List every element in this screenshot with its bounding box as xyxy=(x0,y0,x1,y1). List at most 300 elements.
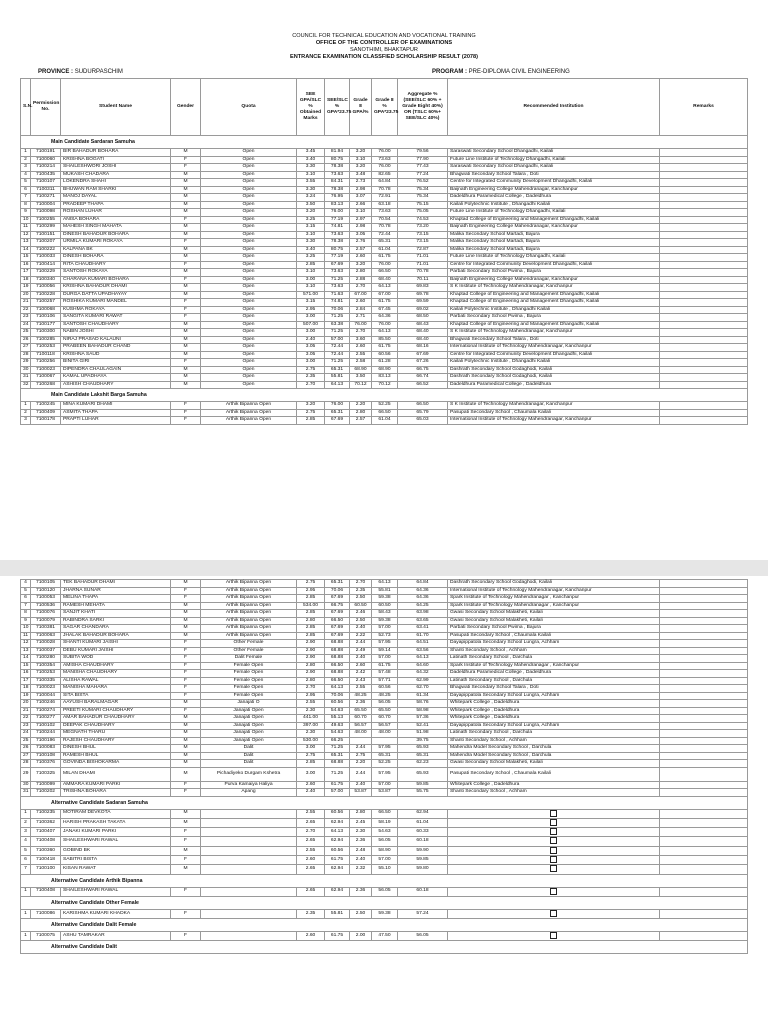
cell-sn: 22 xyxy=(21,715,31,723)
cell-remarks xyxy=(660,745,748,753)
cell-quota xyxy=(201,932,297,941)
cell-remarks xyxy=(660,789,748,797)
cell-grade8-score: 57.00 xyxy=(372,655,398,663)
cell-see-gpa: 3.00 xyxy=(297,359,325,367)
cell-see-score: 71.25 xyxy=(325,745,350,753)
cell-grade8-score: 52.25 xyxy=(372,760,398,768)
cell-remarks xyxy=(660,224,748,232)
cell-quota: Janajati Open xyxy=(201,722,297,730)
cell-sn: 25 xyxy=(21,329,31,337)
cell-sn: 26 xyxy=(21,745,31,753)
cell-recommended-institution xyxy=(448,855,660,864)
cell-aggregate: 57.24 xyxy=(398,909,448,918)
cell-grade8-score: 59.38 xyxy=(372,617,398,625)
checkbox-icon xyxy=(550,819,557,826)
cell-quota: Arthik Bipanna Open xyxy=(201,402,297,410)
cell-see-score: 77.19 xyxy=(325,254,350,262)
section-heading: Alternative Candidate Sadaran Samuha xyxy=(21,796,748,809)
cell-permission-no: 7100207 xyxy=(31,239,61,247)
cell-quota xyxy=(201,909,297,918)
cell-quota: Janajati Open xyxy=(201,730,297,738)
cell-quota: Open xyxy=(201,381,297,389)
cell-see-score: 84.31 xyxy=(325,179,350,187)
cell-student-name: RAMESH MEHATA xyxy=(61,602,171,610)
cell-gender: M xyxy=(171,818,201,827)
cell-see-score: 78.38 xyxy=(325,239,350,247)
table-row xyxy=(21,239,748,247)
cell-recommended-institution: Malika Secondary School Martadi, Bajura xyxy=(448,246,660,254)
cell-see-gpa: 3.10 xyxy=(297,269,325,277)
cell-aggregate: 57.36 xyxy=(398,715,448,723)
cell-recommended-institution: Centre for Integrated Community Development Dhangadhi, Kailali xyxy=(448,351,660,359)
cell-see-gpa: 3.00 xyxy=(297,745,325,753)
result-table-page-2 xyxy=(20,579,748,954)
cell-sn: 23 xyxy=(21,314,31,322)
cell-permission-no: 7100023 xyxy=(31,685,61,693)
cell-gender: M xyxy=(171,617,201,625)
cell-grade8-score: 54.63 xyxy=(372,828,398,837)
cell-recommended-institution xyxy=(448,846,660,855)
cell-gender: F xyxy=(171,932,201,941)
cell-grade8-score: 57.71 xyxy=(372,677,398,685)
cell-recommended-institution: Whitepark College , Dadeldhura xyxy=(448,715,660,723)
cell-student-name: SANTOSH ROKAYA xyxy=(61,269,171,277)
checkbox-icon xyxy=(550,888,557,895)
cell-aggregate: 73.15 xyxy=(398,231,448,239)
cell-grade8-score: 64.36 xyxy=(372,314,398,322)
section-heading-row xyxy=(21,896,748,909)
cell-remarks xyxy=(660,700,748,708)
cell-aggregate: 61.70 xyxy=(398,632,448,640)
cell-student-name: RAJESH CHAUDHARY xyxy=(61,737,171,745)
cell-gender: F xyxy=(171,239,201,247)
cell-student-name: SHANTI KUMARI JAISHI xyxy=(61,640,171,648)
cell-quota xyxy=(201,837,297,846)
cell-gender: M xyxy=(171,254,201,262)
cell-see-gpa: 3.40 xyxy=(297,246,325,254)
cell-grade8-score: 56.57 xyxy=(372,722,398,730)
cell-student-name: BINITA GIRI xyxy=(61,359,171,367)
cell-grade8-gpa: 2.75 xyxy=(350,752,372,760)
cell-grade8-gpa xyxy=(350,737,372,745)
cell-grade8-score: 76.00 xyxy=(372,164,398,172)
cell-grade8-score: 59.14 xyxy=(372,647,398,655)
cell-see-score: 49.63 xyxy=(325,722,350,730)
cell-grade8-gpa: 2.98 xyxy=(350,186,372,194)
table-row xyxy=(21,692,748,700)
cell-see-gpa: 3.30 xyxy=(297,186,325,194)
cell-grade8-score: 61.04 xyxy=(372,246,398,254)
cell-see-gpa: 2.75 xyxy=(297,366,325,374)
cell-aggregate: 69.83 xyxy=(398,284,448,292)
cell-grade8-gpa: 2.20 xyxy=(350,760,372,768)
cell-gender: F xyxy=(171,409,201,417)
cell-aggregate: 75.34 xyxy=(398,186,448,194)
table-row xyxy=(21,737,748,745)
cell-see-score: 66.75 xyxy=(325,602,350,610)
cell-see-score: 70.06 xyxy=(325,306,350,314)
cell-recommended-institution: Gwasi Secondary School Malakheti, Kailali xyxy=(448,760,660,768)
cell-gender: F xyxy=(171,359,201,367)
cell-aggregate: 52.41 xyxy=(398,722,448,730)
table-row xyxy=(21,617,748,625)
cell-see-score: 71.25 xyxy=(325,359,350,367)
cell-gender: M xyxy=(171,351,201,359)
cell-recommended-institution: Saraswati Secondary School Dhangadhi, Kailali xyxy=(448,149,660,157)
cell-student-name: ALISHA RAWAL xyxy=(61,677,171,685)
cell-gender: F xyxy=(171,640,201,648)
cell-sn: 2 xyxy=(21,818,31,827)
cell-aggregate: 62.94 xyxy=(398,809,448,818)
cell-student-name: SANTOSH CHAUDHARY xyxy=(61,321,171,329)
cell-recommended-institution xyxy=(448,809,660,818)
cell-permission-no: 7100060 xyxy=(31,156,61,164)
cell-remarks xyxy=(660,321,748,329)
cell-remarks xyxy=(660,617,748,625)
cell-student-name: RITA CHAUDHARY xyxy=(61,261,171,269)
cell-student-name: DINESH BOHARA xyxy=(61,254,171,262)
cell-sn: 1 xyxy=(21,909,31,918)
cell-see-gpa: 2.30 xyxy=(297,730,325,738)
cell-aggregate: 66.74 xyxy=(398,374,448,382)
cell-aggregate: 63.56 xyxy=(398,647,448,655)
cell-see-score: 66.25 xyxy=(325,737,350,745)
cell-grade8-gpa: 60.50 xyxy=(350,602,372,610)
cell-grade8-score: 83.13 xyxy=(372,374,398,382)
table-row xyxy=(21,670,748,678)
cell-sn: 28 xyxy=(21,760,31,768)
cell-grade8-gpa: 3.20 xyxy=(350,261,372,269)
cell-gender: F xyxy=(171,595,201,603)
cell-grade8-gpa: 2.50 xyxy=(350,909,372,918)
cell-gender: M xyxy=(171,171,201,179)
cell-grade8-score: 55.81 xyxy=(372,587,398,595)
table-row xyxy=(21,760,748,768)
checkbox-icon xyxy=(550,828,557,835)
cell-permission-no: 7100280 xyxy=(31,655,61,663)
cell-see-score: 63.38 xyxy=(325,321,350,329)
cell-recommended-institution: Future Line Institute of Technology Dhangadhi, Kailali xyxy=(448,156,660,164)
cell-recommended-institution: Kailali Polytechnic Institute , Dhangadhi Kailali xyxy=(448,306,660,314)
cell-see-gpa: 2.85 xyxy=(297,417,325,425)
cell-see-gpa: 534.00 xyxy=(297,602,325,610)
cell-see-score: 73.63 xyxy=(325,269,350,277)
cell-grade8-score: 52.25 xyxy=(372,402,398,410)
cell-quota: Janajati Open xyxy=(201,707,297,715)
cell-see-score: 76.00 xyxy=(325,209,350,217)
cell-gender: M xyxy=(171,231,201,239)
cell-quota: Open xyxy=(201,156,297,164)
cell-see-gpa: 2.95 xyxy=(297,306,325,314)
cell-grade8-gpa: 3.20 xyxy=(350,149,372,157)
cell-see-score: 78.38 xyxy=(325,186,350,194)
cell-quota xyxy=(201,809,297,818)
cell-gender: F xyxy=(171,299,201,307)
cell-quota: Arthik Bipanna Open xyxy=(201,417,297,425)
table-row xyxy=(21,366,748,374)
cell-student-name: AMAR BAHADUR CHAUDHARY xyxy=(61,715,171,723)
cell-sn: 26 xyxy=(21,336,31,344)
cell-student-name: KUSHMA ROKAYA xyxy=(61,306,171,314)
result-table-page-1 xyxy=(20,78,748,425)
cell-aggregate: 62.99 xyxy=(398,677,448,685)
cell-see-score: 76.00 xyxy=(325,402,350,410)
cell-grade8-gpa: 3.48 xyxy=(350,171,372,179)
cell-see-score: 61.75 xyxy=(325,781,350,789)
cell-permission-no: 7100354 xyxy=(31,662,61,670)
col-header-permission-no: Permission No. xyxy=(31,79,61,136)
cell-sn: 19 xyxy=(21,692,31,700)
cell-see-score: 72.44 xyxy=(325,344,350,352)
cell-gender: M xyxy=(171,760,201,768)
table-row xyxy=(21,359,748,367)
cell-grade8-score: 56.05 xyxy=(372,887,398,896)
cell-grade8-gpa: 3.07 xyxy=(350,194,372,202)
cell-aggregate: 64.32 xyxy=(398,670,448,678)
table-row xyxy=(21,261,748,269)
cell-see-gpa: 3.25 xyxy=(297,254,325,262)
cell-sn: 7 xyxy=(21,602,31,610)
cell-aggregate: 73.15 xyxy=(398,239,448,247)
cell-student-name: AMMARA KUMARI PARKI xyxy=(61,781,171,789)
cell-permission-no: 7100335 xyxy=(31,677,61,685)
cell-grade8-score: 61.75 xyxy=(372,662,398,670)
table-row xyxy=(21,284,748,292)
table-row xyxy=(21,752,748,760)
cell-permission-no: 7100214 xyxy=(31,164,61,172)
cell-gender: M xyxy=(171,321,201,329)
cell-recommended-institution: Mahendra Model Secondary School , Darchula xyxy=(448,745,660,753)
cell-see-score: 68.88 xyxy=(325,760,350,768)
cell-student-name: ANISA BOHARA xyxy=(61,216,171,224)
cell-permission-no: 7100244 xyxy=(31,730,61,738)
cell-recommended-institution: Bhagwati Secondary School Talara , Doti xyxy=(448,685,660,693)
cell-grade8-score: 76.00 xyxy=(372,321,398,329)
cell-grade8-score: 73.63 xyxy=(372,209,398,217)
cell-grade8-gpa: 3.50 xyxy=(350,374,372,382)
cell-grade8-score: 68.40 xyxy=(372,276,398,284)
table-row xyxy=(21,865,748,874)
cell-recommended-institution: Future Line Institute of Technology Dhangadhi, Kailali xyxy=(448,254,660,262)
cell-remarks xyxy=(660,932,748,941)
cell-remarks xyxy=(660,409,748,417)
cell-see-score: 76.95 xyxy=(325,194,350,202)
cell-sn: 8 xyxy=(21,610,31,618)
cell-see-score: 68.88 xyxy=(325,647,350,655)
cell-recommended-institution: Centre for Integrated Community Development Dhangadhi, Kailali xyxy=(448,179,660,187)
cell-see-gpa: 3.05 xyxy=(297,344,325,352)
table-row xyxy=(21,321,748,329)
table-row xyxy=(21,647,748,655)
province-label: PROVINCE : xyxy=(38,69,74,75)
cell-recommended-institution xyxy=(448,932,660,941)
cell-remarks xyxy=(660,595,748,603)
cell-gender: M xyxy=(171,224,201,232)
cell-remarks xyxy=(660,865,748,874)
cell-remarks xyxy=(660,269,748,277)
cell-grade8-gpa: 2.80 xyxy=(350,409,372,417)
cell-see-gpa: 2.90 xyxy=(297,640,325,648)
cell-aggregate: 61.04 xyxy=(398,818,448,827)
cell-sn: 15 xyxy=(21,254,31,262)
cell-student-name: SHAILESHWARI RAWAL xyxy=(61,837,171,846)
section-heading-row xyxy=(21,136,748,149)
cell-remarks xyxy=(660,837,748,846)
cell-permission-no: 7100536 xyxy=(31,602,61,610)
cell-sn: 21 xyxy=(21,299,31,307)
cell-gender: M xyxy=(171,730,201,738)
cell-permission-no: 7100257 xyxy=(31,299,61,307)
cell-see-gpa: 3.00 xyxy=(297,314,325,322)
cell-aggregate: 67.69 xyxy=(398,351,448,359)
result-title: ENTRANCE EXAMINATION CLASSFIED SCHOLARSHIP RESULT (2078) xyxy=(289,54,479,60)
cell-gender: M xyxy=(171,179,201,187)
checkbox-icon xyxy=(550,837,557,844)
table-row xyxy=(21,632,748,640)
cell-see-gpa: 2.55 xyxy=(297,846,325,855)
cell-see-score: 67.69 xyxy=(325,417,350,425)
section-heading-row xyxy=(21,389,748,402)
cell-gender: M xyxy=(171,632,201,640)
cell-permission-no: 7100229 xyxy=(31,269,61,277)
cell-gender: F xyxy=(171,402,201,410)
cell-aggregate: 68.16 xyxy=(398,344,448,352)
cell-see-gpa: 2.85 xyxy=(297,610,325,618)
cell-permission-no: 7100300 xyxy=(31,329,61,337)
cell-permission-no: 7100083 xyxy=(31,745,61,753)
cell-see-score: 71.63 xyxy=(325,291,350,299)
cell-grade8-gpa: 2.20 xyxy=(350,402,372,410)
col-header-quota: Quota xyxy=(201,79,297,136)
cell-see-score: 61.75 xyxy=(325,855,350,864)
cell-see-score: 62.94 xyxy=(325,818,350,827)
cell-see-score: 55.81 xyxy=(325,909,350,918)
cell-grade8-gpa: 2.66 xyxy=(350,201,372,209)
cell-see-gpa: 3.40 xyxy=(297,156,325,164)
cell-sn: 16 xyxy=(21,670,31,678)
cell-quota: Open xyxy=(201,344,297,352)
table-row xyxy=(21,269,748,277)
cell-student-name: NIRAJ PRASAD KALAUNI xyxy=(61,336,171,344)
cell-recommended-institution: Gwasi Secondary School Malakheti, Kailali xyxy=(448,617,660,625)
cell-quota: Purva Kamaiya Haliya xyxy=(201,781,297,789)
cell-remarks xyxy=(660,662,748,670)
col-header-grade8-gpa: Grade 8 GPA/% xyxy=(350,79,372,136)
cell-grade8-gpa: 2.45 xyxy=(350,818,372,827)
cell-remarks xyxy=(660,887,748,896)
cell-grade8-gpa: 2.57 xyxy=(350,417,372,425)
cell-see-gpa: 3.15 xyxy=(297,224,325,232)
cell-grade8-gpa: 2.88 xyxy=(350,276,372,284)
cell-see-score: 62.94 xyxy=(325,837,350,846)
cell-aggregate: 79.56 xyxy=(398,149,448,157)
cell-aggregate: 64.25 xyxy=(398,602,448,610)
cell-quota xyxy=(201,865,297,874)
cell-gender: M xyxy=(171,809,201,818)
cell-student-name: SABITRI BISTA xyxy=(61,855,171,864)
cell-grade8-score: 48.00 xyxy=(372,730,398,738)
cell-sn: 11 xyxy=(21,632,31,640)
cell-grade8-score: 60.70 xyxy=(372,715,398,723)
cell-student-name: SITA BISTA xyxy=(61,692,171,700)
cell-see-score: 71.25 xyxy=(325,276,350,284)
cell-sn: 12 xyxy=(21,640,31,648)
cell-recommended-institution: Shanti Secondary School , Achham xyxy=(448,789,660,797)
cell-see-score: 61.75 xyxy=(325,932,350,941)
cell-recommended-institution: International Institute of Technology Mahendranagar, Kanchanpur xyxy=(448,587,660,595)
cell-see-gpa: 3.20 xyxy=(297,402,325,410)
cell-sn: 7 xyxy=(21,865,31,874)
cell-see-gpa: 3.10 xyxy=(297,171,325,179)
cell-student-name: SAGAR CHANDARA xyxy=(61,625,171,633)
cell-see-gpa: 2.35 xyxy=(297,909,325,918)
cell-see-gpa: 530.00 xyxy=(297,737,325,745)
cell-see-gpa: 3.20 xyxy=(297,209,325,217)
cell-quota: Open xyxy=(201,306,297,314)
cell-aggregate: 68.50 xyxy=(398,314,448,322)
cell-remarks xyxy=(660,730,748,738)
cell-permission-no: 7100340 xyxy=(31,276,61,284)
cell-see-gpa: 2.60 xyxy=(297,932,325,941)
cell-sn: 9 xyxy=(21,209,31,217)
cell-aggregate: 69.78 xyxy=(398,291,448,299)
cell-student-name: ASHISH CHAUDHARY xyxy=(61,381,171,389)
table-row xyxy=(21,149,748,157)
cell-sn: 3 xyxy=(21,164,31,172)
cell-student-name: RABINDRA SARKI xyxy=(61,617,171,625)
cell-aggregate: 77.90 xyxy=(398,156,448,164)
cell-remarks xyxy=(660,809,748,818)
cell-sn: 18 xyxy=(21,685,31,693)
cell-remarks xyxy=(660,351,748,359)
cell-see-gpa: 2.40 xyxy=(297,789,325,797)
cell-sn: 27 xyxy=(21,752,31,760)
cell-remarks xyxy=(660,216,748,224)
col-header-see-gpa: SEE GPA/SLC % Obtained Marks xyxy=(297,79,325,136)
cell-permission-no: 7100118 xyxy=(31,351,61,359)
office-location: SANOTHIMI, BHAKTAPUR xyxy=(350,47,418,53)
cell-student-name: BHUWAN RAM SHARKI xyxy=(61,186,171,194)
cell-remarks xyxy=(660,760,748,768)
cell-aggregate: 76.52 xyxy=(398,179,448,187)
cell-student-name: GOBIND BK xyxy=(61,846,171,855)
cell-see-gpa: 2.60 xyxy=(297,855,325,864)
cell-see-score: 73.63 xyxy=(325,231,350,239)
cell-remarks xyxy=(660,164,748,172)
cell-permission-no: 7100311 xyxy=(31,186,61,194)
cell-aggregate: 65.31 xyxy=(398,752,448,760)
cell-see-score: 55.13 xyxy=(325,715,350,723)
cell-grade8-score: 58.90 xyxy=(372,846,398,855)
cell-permission-no: 7100414 xyxy=(31,261,61,269)
cell-aggregate: 63.41 xyxy=(398,625,448,633)
cell-student-name: DIPENDRA CHAULAGAIN xyxy=(61,366,171,374)
cell-recommended-institution: Whitepark College , Dadeldhura xyxy=(448,781,660,789)
cell-see-score: 64.13 xyxy=(325,828,350,837)
cell-aggregate: 60.18 xyxy=(398,887,448,896)
cell-see-score: 62.94 xyxy=(325,865,350,874)
cell-grade8-score: 56.05 xyxy=(372,700,398,708)
cell-grade8-gpa: 2.44 xyxy=(350,745,372,753)
cell-grade8-gpa: 3.10 xyxy=(350,209,372,217)
cell-student-name: SANJIT KHATI xyxy=(61,610,171,618)
cell-quota: Dalit xyxy=(201,760,297,768)
checkbox-icon xyxy=(550,856,557,863)
cell-aggregate: 58.76 xyxy=(398,700,448,708)
cell-recommended-institution: International Institute of Technology Mahendranagar, Kanchanpur xyxy=(448,344,660,352)
cell-recommended-institution: Dayapippatola Secondary School Lungra, Achham xyxy=(448,722,660,730)
cell-quota: Open xyxy=(201,269,297,277)
